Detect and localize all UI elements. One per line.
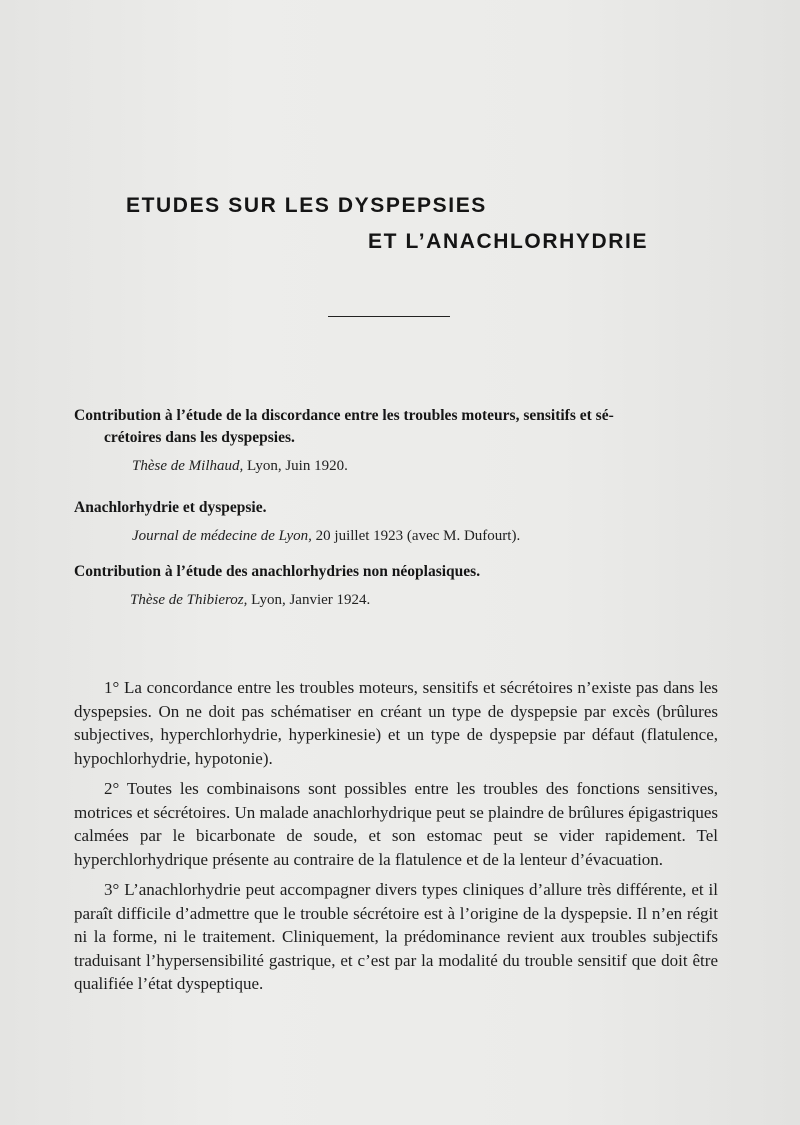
reference-source-rest: Lyon, Juin 1920. — [243, 458, 348, 474]
title-line-2: ET L’ANACHLORHYDRIE — [368, 230, 649, 253]
reference-source — [74, 455, 734, 477]
reference-source-rest: Lyon, Janvier 1924. — [247, 592, 371, 608]
reference-title — [74, 561, 734, 583]
reference-source-italic: Thèse de Thibieroz, — [130, 592, 248, 608]
reference-source-italic: Thèse de Milhaud, — [132, 458, 244, 474]
section-divider — [328, 316, 450, 317]
body-text — [74, 676, 718, 1003]
reference-title — [74, 497, 734, 519]
reference-source-rest: 20 juillet 1923 (avec M. Dufourt). — [311, 528, 521, 544]
reference-title-line: Anachlorhydrie et dyspepsie. — [74, 499, 267, 516]
reference-title-continuation: crétoires dans les dyspepsies. — [104, 429, 295, 446]
reference-item — [74, 497, 734, 547]
reference-title-line: Contribution à l’étude de la discordance entre les troubles moteurs, sensitifs et sé- — [74, 407, 614, 424]
reference-source-italic: Journal de médecine de Lyon, — [132, 528, 312, 544]
title-line-1: ETUDES SUR LES DYSPEPSIES — [126, 194, 487, 217]
reference-title — [74, 405, 734, 449]
reference-title-line: Contribution à l’étude des anachlorhydries non néoplasiques. — [74, 563, 481, 580]
reference-item — [74, 405, 734, 477]
reference-item — [74, 561, 734, 611]
paragraph-2: 2° Toutes les combinaisons sont possibles entre les troubles des fonctions sensitives, motrices et sécrétoires. Un malade anachlorhydrique peut se plaindre de brûlures épigastriques calmées par le bicarbonate de soude, et son estomac peut se vider rapidement. Tel hyperchlorhydrique présente au contraire de la flatulence et de la lenteur d’évacuation. — [74, 779, 718, 869]
reference-source — [74, 589, 734, 611]
reference-source — [74, 525, 734, 547]
paragraph-3: 3° L’anachlorhydrie peut accompagner divers types cliniques d’allure très différente, et il paraît difficile d’admettre que le trouble sécrétoire est à l’origine de la dyspepsie. Il n’en régit ni la forme, ni le traitement. Cliniquement, la prédominance revient aux troubles subjectifs traduisant l’hypersensibilité gastrique, et c’est par la modalité du trouble sensitif que doit être qualifiée l’état dyspeptique. — [74, 880, 718, 993]
paragraph-1: 1° La concordance entre les troubles moteurs, sensitifs et sécrétoires n’existe pas dans les dyspepsies. On ne doit pas schématiser en créant un type de dyspepsie par excès (brûlures subjectives, hyperchlorhydrie, hyperkinesie) et un type de dyspepsie par défaut (flatulence, hypochlorhydrie, hypotonie). — [74, 678, 718, 768]
